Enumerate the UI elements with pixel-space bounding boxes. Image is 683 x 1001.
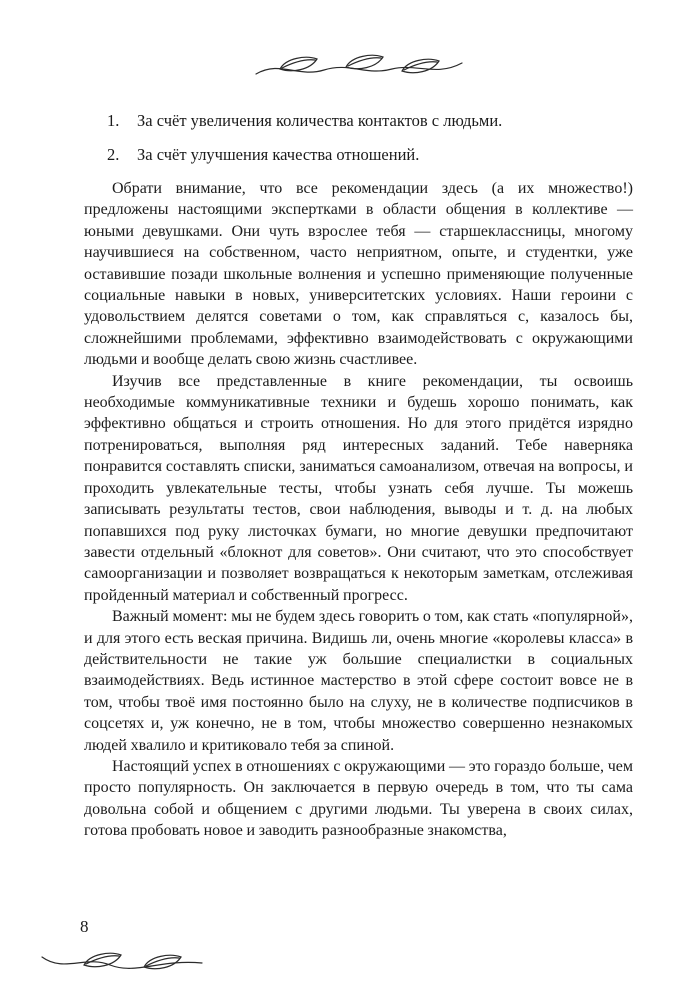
body-paragraph: Изучив все представленные в книге рекомендации, ты освоишь необходимые коммуникативные техники и будешь хорошо понимать, как эффективно общаться и строить отношения. Но для этого придётся изрядно потренироваться, выполняя ряд интересных заданий. Тебе наверняка понравится составлять списки, заниматься самоанализом, отвечая на вопросы, и проходить увлекательные тесты, чтобы узнать себя лучше. Ты можешь записывать результаты тестов, свои наблюдения, выводы и т. д. на любых попавшихся под руку листочках бумаги, но многие девушки предпочитают завести отдельный «блокнот для советов». Они считают, что это способствует самоорганизации и позволяет возвращаться к некоторым заметкам, отслеживая пройденный материал и собственный прогресс. <box>84 372 633 604</box>
vine-ornament-icon <box>84 50 633 86</box>
numbered-list <box>84 110 633 165</box>
body-paragraph: Важный момент: мы не будем здесь говорить о том, как стать «популярной», и для этого есть веская причина. Видишь ли, очень многие «королевы класса» в действительности не такие уж большие специалистки в социальных взаимодействиях. Ведь истинное мастерство в этой сфере состоит вовсе не в том, чтобы твоё имя постоянно было на слуху, не в количестве подписчиков в соцсетях и, уж конечно, не в том, чтобы множество совершенно незнакомых людей хвалило и критиковало тебя за спиной. <box>84 608 633 754</box>
body-paragraph: Обрати внимание, что все рекомендации здесь (а их множество!) предложены настоящими экспертками в области общения в коллективе — юными девушками. Они чуть взрослее тебя — старшеклассницы, многому научившиеся на собственном, часто неприятном, опыте, и студентки, уже оставившие позади школьные волнения и успешно применяющие полученные социальные навыки в новых, университетских условиях. Наши героини с удовольствием делятся советами о том, как справляться с, казалось бы, сложнейшими проблемами, эффективно взаимодействовать с окружающими людьми и вообще делать свою жизнь счастливее. <box>84 180 633 369</box>
list-text: За счёт увеличения количества контактов с людьми. <box>137 111 503 130</box>
page-content <box>84 50 633 842</box>
list-item <box>107 110 633 131</box>
list-item <box>107 144 633 165</box>
list-marker: 2. <box>107 145 120 164</box>
vine-ornament-icon <box>40 943 205 983</box>
page-number: 8 <box>80 917 89 936</box>
list-text: За счёт улучшения качества отношений. <box>137 145 420 164</box>
body-paragraph: Настоящий успех в отношениях с окружающими — это гораздо больше, чем просто популярность. Он заключается в первую очередь в том, что ты сама довольна собой и общением с другими людьми. Ты уверена в своих силах, готова пробовать новое и заводить разнообразные знакомства, <box>84 757 633 840</box>
list-marker: 1. <box>107 111 120 130</box>
